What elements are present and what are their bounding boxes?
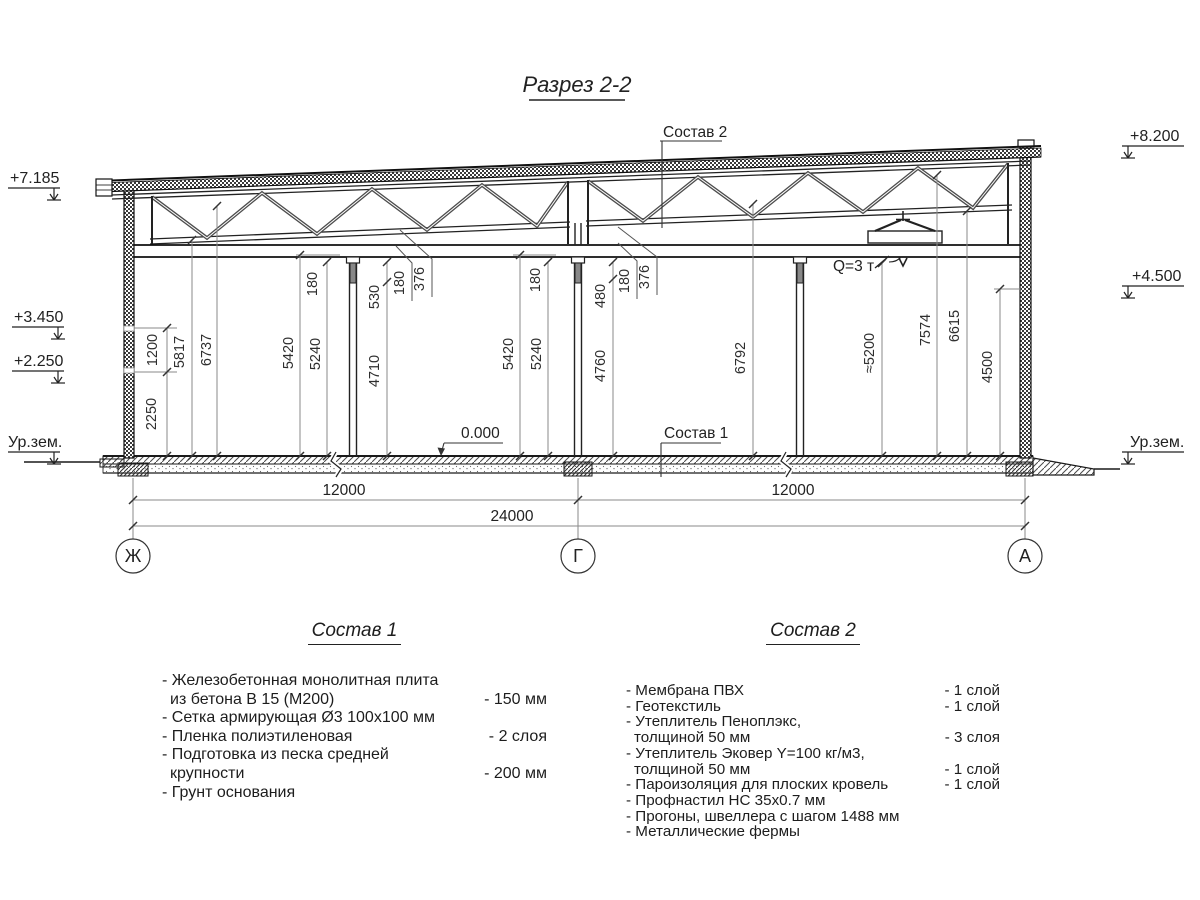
crane-hook (899, 258, 907, 266)
elev-ground-right: Ур.зем. (1130, 434, 1185, 451)
sostav1-label: Состав 1 (664, 425, 729, 442)
dim-bay-right: 12000 (771, 482, 815, 499)
dim-rb-7574: 7574 (918, 313, 934, 347)
elev-3450: +3.450 (14, 309, 64, 326)
roof-edge-cap (96, 179, 112, 196)
list-item: толщиной 50 мм - 3 слоя (634, 729, 1000, 747)
column-mid-left (347, 257, 360, 456)
list-item: - Мембрана ПВХ - 1 слой (626, 682, 1000, 699)
list-item: - Сетка армирующая Ø3 100х100 мм (162, 709, 435, 727)
list1-heading: Состав 1 (308, 620, 402, 645)
list2-heading-wrap (626, 620, 1000, 645)
zero-level-label: 0.000 (461, 425, 500, 442)
list-item: - Подготовка из песка средней (162, 746, 389, 764)
column-mid-right (794, 257, 807, 456)
right-ramp (1033, 458, 1094, 475)
dim-cb-5420: 5420 (501, 337, 517, 371)
dim-cb-376-leader: 376 (637, 264, 653, 290)
right-wall (1018, 140, 1034, 458)
horizontal-dim-lines (133, 478, 1025, 539)
dim-cb-480: 480 (593, 283, 609, 309)
sostav2-label: Состав 2 (663, 124, 728, 141)
dim-cb-180-leader: 180 (617, 268, 633, 294)
dim-6737: 6737 (199, 333, 215, 367)
list-item: - Геотекстиль - 1 слой (626, 697, 1000, 715)
dim-cb-4760: 4760 (593, 349, 609, 383)
dim-lb-5240: 5240 (308, 337, 324, 371)
list-item: крупности - 200 мм (170, 764, 547, 782)
list-item: - Прогоны, швеллера с шагом 1488 мм (626, 807, 900, 825)
list-item: - Пароизоляция для плоских кровель - 1 слой (626, 776, 1000, 794)
list-item: - Утеплитель Эковер Y=100 кг/м3, (626, 744, 865, 762)
dim-2250: 2250 (144, 397, 160, 431)
dim-lb-4710: 4710 (367, 354, 383, 388)
list-item: - Грунт основания (162, 783, 296, 801)
dim-lb-5420: 5420 (281, 336, 297, 370)
list1-heading-wrap (162, 620, 547, 645)
dim-lb-376-leader: 376 (412, 266, 428, 292)
list1-rows (162, 672, 547, 802)
dim-cb-180: 180 (528, 267, 544, 293)
list2-heading: Состав 2 (766, 620, 860, 645)
list-item: из бетона В 15 (М200) - 150 мм (170, 690, 547, 708)
dim-lb-530: 530 (367, 284, 383, 310)
list-item: - Металлические фермы (626, 823, 800, 841)
axis-label-zh: Ж (124, 546, 142, 566)
list-item: - Утеплитель Пеноплэкс, (626, 713, 802, 731)
list-item: - Железобетонная монолитная плита (162, 672, 439, 689)
dim-lb-180-leader: 180 (392, 270, 408, 296)
dim-1200: 1200 (145, 333, 161, 367)
elev-4500: +4.500 (1132, 268, 1182, 285)
dim-total: 24000 (490, 508, 534, 525)
tie-beam (134, 245, 1020, 257)
panel-joint (124, 326, 134, 331)
axis-label-a: А (1018, 546, 1032, 566)
elev-ground-left: Ур.зем. (8, 434, 63, 451)
horizontal-dim-ticks (129, 496, 1029, 530)
crane-capacity-label: Q=3 т (833, 258, 875, 275)
panel-joint (124, 368, 134, 373)
vertical-dim-lines (134, 175, 1021, 456)
elev-7185: +7.185 (10, 170, 60, 187)
monorail-hoist (868, 211, 942, 268)
vertical-dim-texts (144, 265, 996, 430)
elevation-marks-left (8, 188, 65, 464)
elev-8200: +8.200 (1130, 128, 1180, 145)
composition-list-2 (626, 620, 1000, 840)
elev-2250: +2.250 (14, 353, 64, 370)
dim-rb-4500: 4500 (980, 350, 996, 384)
left-apron (100, 459, 124, 467)
axis-label-g: Г (573, 546, 583, 566)
elevation-marks-right (1121, 146, 1184, 464)
dim-lb-180: 180 (305, 271, 321, 297)
zero-level-callout (438, 425, 504, 456)
dim-cb-5240: 5240 (529, 337, 545, 371)
composition-list-1 (162, 620, 547, 802)
dim-5817: 5817 (172, 335, 188, 369)
list-item: - Пленка полиэтиленовая - 2 слоя (162, 727, 547, 745)
dim-rb-6615: 6615 (947, 309, 963, 343)
dim-rb-5200: ≈5200 (862, 332, 878, 374)
dim-bay-left: 12000 (322, 482, 366, 499)
list-item: толщиной 50 мм - 1 слой (634, 760, 1000, 778)
dim-rb-6792: 6792 (733, 341, 749, 375)
list-item: - Профнастил НС 35х0.7 мм (626, 791, 826, 809)
column-axis-g (572, 223, 585, 456)
list2-rows (626, 683, 1000, 840)
left-wall (124, 190, 134, 458)
drawing-title: Разрез 2-2 (522, 72, 632, 97)
